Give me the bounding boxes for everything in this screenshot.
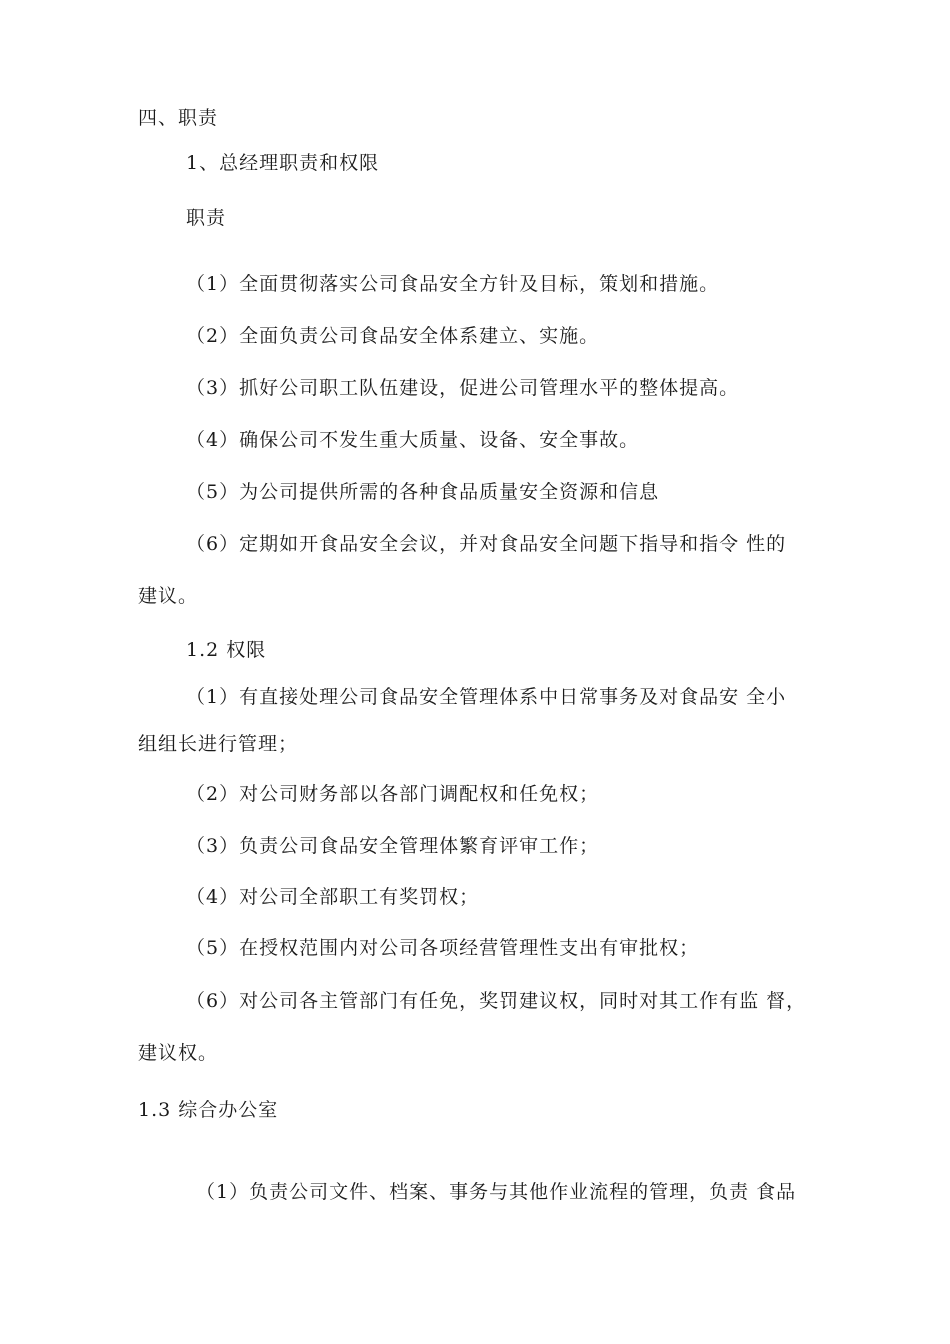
- paragraph-continuation: 建议权。: [138, 1042, 219, 1064]
- paragraph-line: （3）负责公司食品安全管理体繁育评审工作；: [186, 835, 600, 857]
- paragraph-line: （6）定期如开食品安全会议，并对食品安全问题下指导和指令 性的: [186, 533, 787, 555]
- paragraph-line: （6）对公司各主管部门有任免，奖罚建议权，同时对其工作有监 督，: [186, 990, 807, 1012]
- subsection-heading: 1、总经理职责和权限: [186, 152, 380, 174]
- paragraph-line: （1）有直接处理公司食品安全管理体系中日常事务及对食品安 全小: [186, 686, 787, 708]
- paragraph-continuation: 建议。: [138, 585, 199, 607]
- subsection-heading: 1.2 权限: [186, 639, 267, 661]
- subsection-heading: 1.3 综合办公室: [138, 1099, 279, 1121]
- paragraph-line: （1）负责公司文件、档案、事务与其他作业流程的管理，负责 食品: [196, 1181, 797, 1203]
- section-heading: 四、职责: [138, 107, 219, 129]
- paragraph-line: （5）在授权范围内对公司各项经营管理性支出有审批权；: [186, 937, 700, 959]
- paragraph-continuation: 组组长进行管理；: [138, 733, 299, 755]
- paragraph-line: （3）抓好公司职工队伍建设，促进公司管理水平的整体提高。: [186, 377, 740, 399]
- paragraph-line: （2）对公司财务部以各部门调配权和任免权；: [186, 783, 600, 805]
- paragraph-line: （2）全面负责公司食品安全体系建立、实施。: [186, 325, 600, 347]
- paragraph-line: （4）确保公司不发生重大质量、设备、安全事故。: [186, 429, 640, 451]
- sub-heading-duties: 职责: [186, 207, 227, 229]
- paragraph-line: （1）全面贯彻落实公司食品安全方针及目标，策划和措施。: [186, 273, 720, 295]
- paragraph-line: （5）为公司提供所需的各种食品质量安全资源和信息: [186, 481, 660, 503]
- paragraph-line: （4）对公司全部职工有奖罚权；: [186, 886, 480, 908]
